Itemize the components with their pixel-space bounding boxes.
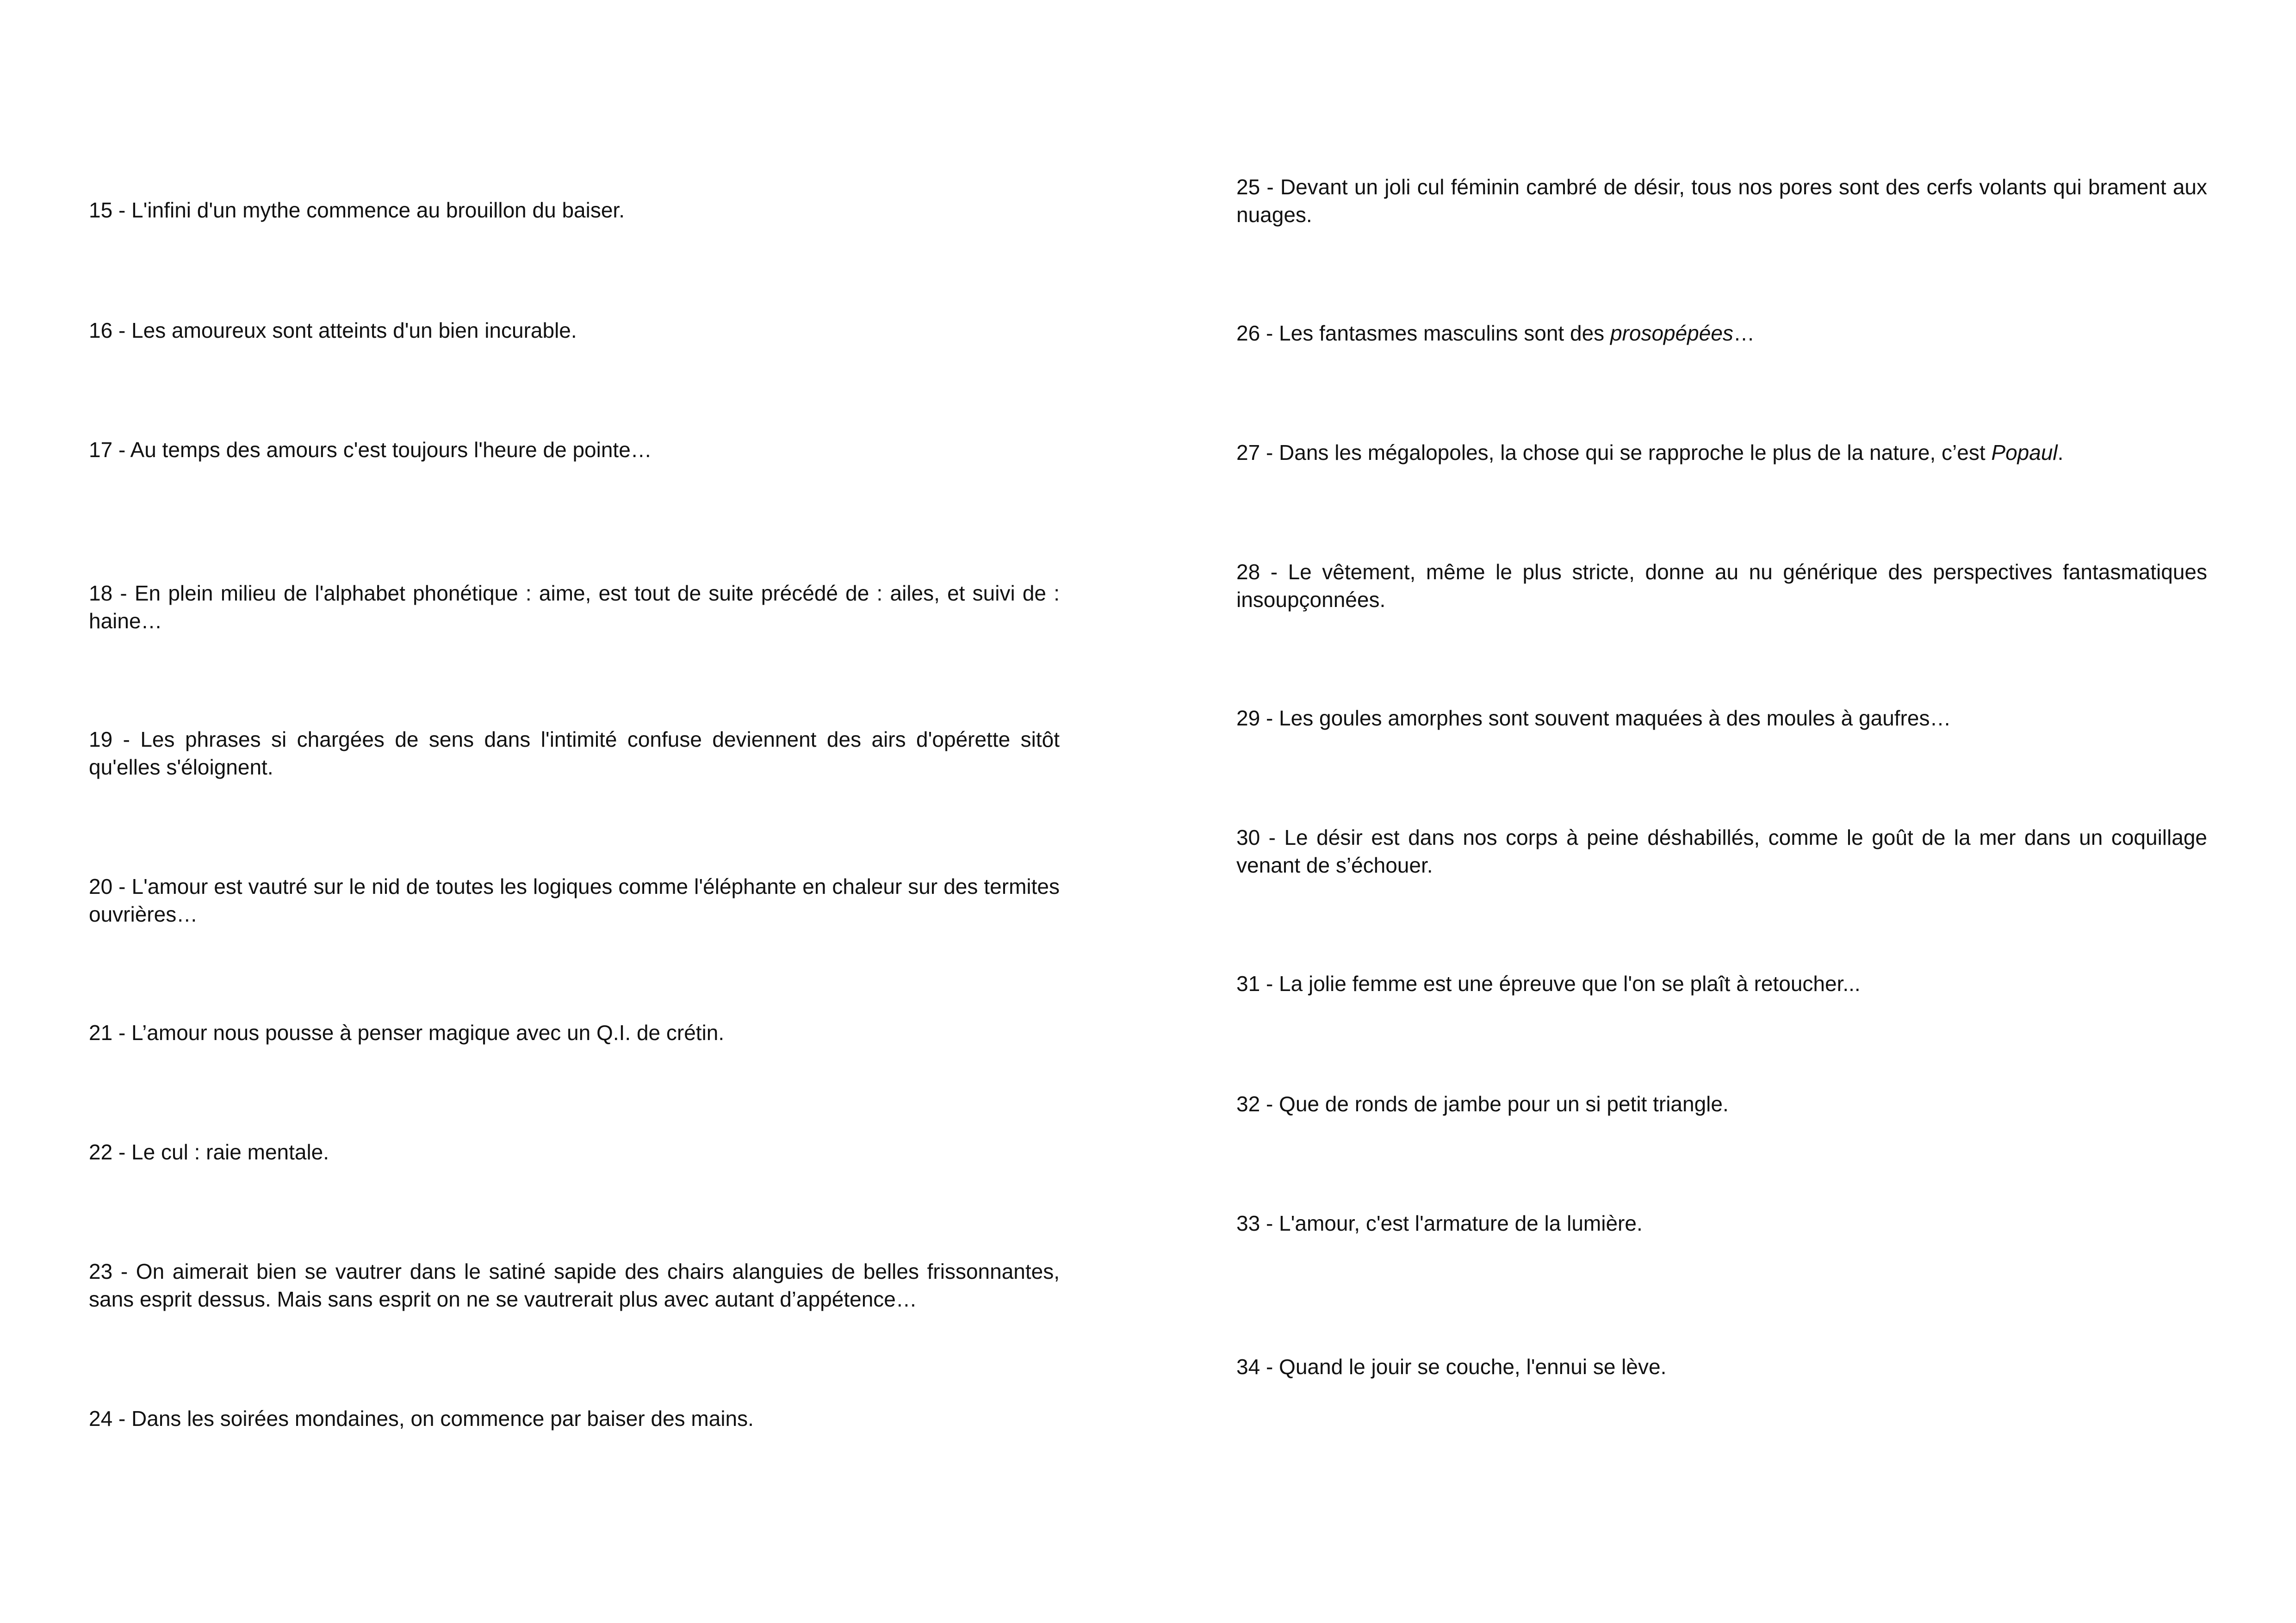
aphorism-27-suffix: . bbox=[2057, 440, 2064, 465]
aphorism-19: 19 - Les phrases si chargées de sens dans l'intimité confuse deviennent des airs d'opérette sitôt qu'elles s'éloignent. bbox=[89, 727, 1060, 779]
aphorism-21: 21 - L’amour nous pousse à penser magique avec un Q.I. de crétin. bbox=[89, 1021, 725, 1045]
aphorism-20: 20 - L'amour est vautré sur le nid de toutes les logiques comme l'éléphante en chaleur sur des termites ouvrières… bbox=[89, 874, 1060, 926]
aphorism-28: 28 - Le vêtement, même le plus stricte, donne au nu générique des perspectives fantasmatiques insoupçonnées. bbox=[1236, 560, 2207, 612]
aphorism-27-prefix: 27 - Dans les mégalopoles, la chose qui se rapproche le plus de la nature, c’est bbox=[1236, 440, 1992, 465]
aphorism-16: 16 - Les amoureux sont atteints d'un bien incurable. bbox=[89, 318, 577, 342]
aphorism-26 bbox=[1236, 319, 2207, 347]
aphorism-32: 32 - Que de ronds de jambe pour un si petit triangle. bbox=[1236, 1092, 1729, 1116]
aphorism-23: 23 - On aimerait bien se vautrer dans le satiné sapide des chairs alanguies de belles frissonnantes, sans esprit dessus. Mais sans esprit on ne se vautrerait plus avec autant d’appétence… bbox=[89, 1259, 1060, 1311]
aphorism-29: 29 - Les goules amorphes sont souvent maquées à des moules à gaufres… bbox=[1236, 706, 1951, 730]
aphorism-26-prefix: 26 - Les fantasmes masculins sont des bbox=[1236, 321, 1610, 345]
aphorism-27-italic: Popaul bbox=[1991, 440, 2058, 465]
aphorism-27 bbox=[1236, 439, 2207, 466]
aphorism-30: 30 - Le désir est dans nos corps à peine déshabillés, comme le goût de la mer dans un coquillage venant de s’échouer. bbox=[1236, 825, 2207, 877]
aphorism-34: 34 - Quand le jouir se couche, l'ennui se lève. bbox=[1236, 1355, 1667, 1379]
aphorism-25: 25 - Devant un joli cul féminin cambré de désir, tous nos pores sont des cerfs volants qui brament aux nuages. bbox=[1236, 175, 2207, 227]
aphorism-33: 33 - L'amour, c'est l'armature de la lumière. bbox=[1236, 1211, 1643, 1235]
aphorism-26-suffix: … bbox=[1733, 321, 1755, 345]
aphorism-18: 18 - En plein milieu de l'alphabet phonétique : aime, est tout de suite précédé de : ailes, et suivi de : haine… bbox=[89, 581, 1060, 633]
aphorism-17: 17 - Au temps des amours c'est toujours l'heure de pointe… bbox=[89, 438, 652, 462]
aphorism-31: 31 - La jolie femme est une épreuve que l'on se plaît à retoucher... bbox=[1236, 972, 1861, 996]
aphorism-26-italic: prosopépées bbox=[1610, 321, 1733, 345]
aphorism-15: 15 - L'infini d'un mythe commence au brouillon du baiser. bbox=[89, 198, 625, 222]
aphorism-22: 22 - Le cul : raie mentale. bbox=[89, 1140, 329, 1164]
aphorism-24: 24 - Dans les soirées mondaines, on commence par baiser des mains. bbox=[89, 1406, 754, 1431]
